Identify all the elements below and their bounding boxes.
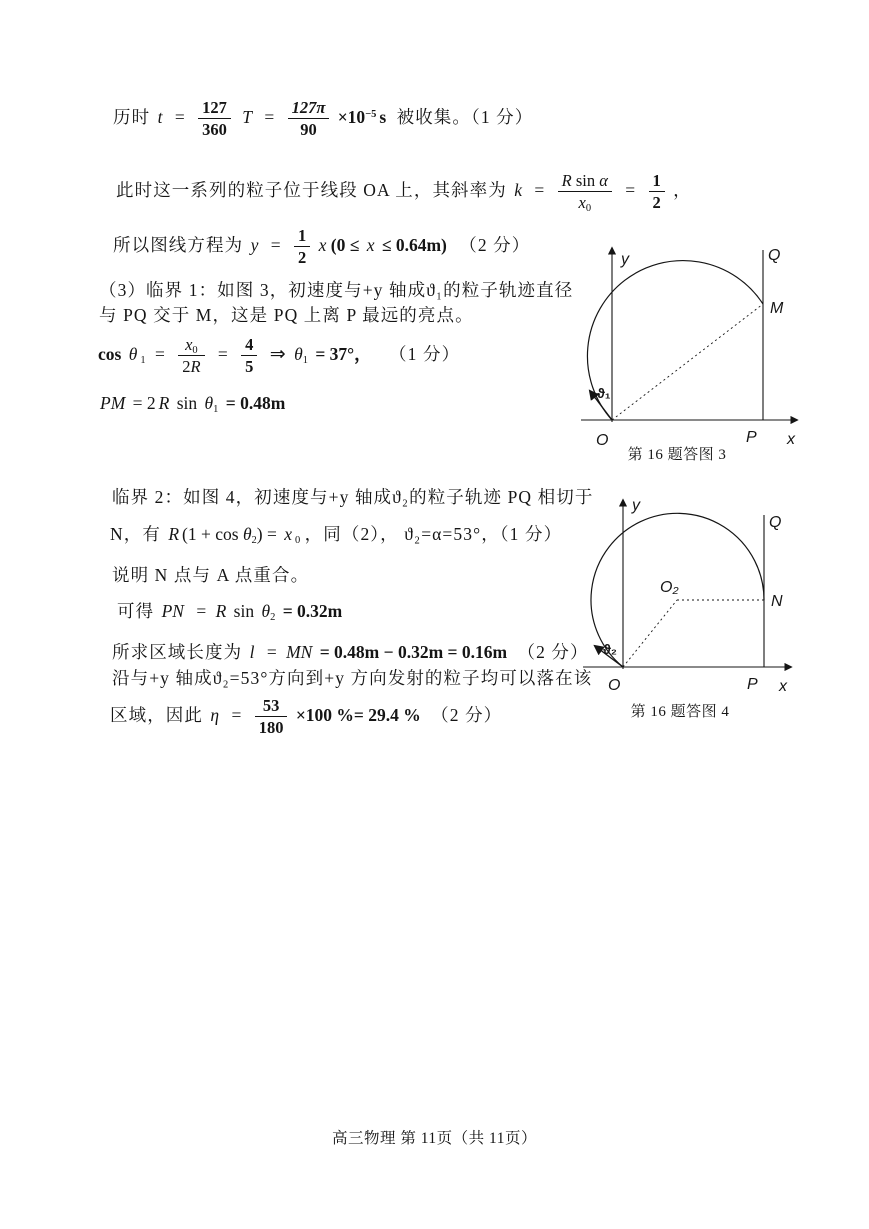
math-fn: cos	[98, 344, 122, 364]
figure3-caption: 第 16 题答图 3	[627, 447, 727, 463]
label-m: M	[770, 300, 784, 317]
math-fn: sin	[575, 171, 596, 191]
label-p: P	[746, 429, 757, 446]
math-text: (1 + cos	[182, 524, 239, 544]
diameter-dotted-line	[612, 304, 763, 420]
formula-eta	[110, 692, 502, 738]
zh-text: 可得	[117, 601, 155, 621]
label-p: P	[747, 676, 758, 693]
zh-text: 此时这一系列的粒子位于线段 OA 上，其斜率为	[116, 180, 507, 200]
math-eq: =	[196, 601, 207, 621]
math-text: = 0.48m	[225, 393, 286, 413]
math-var: x	[318, 235, 327, 255]
zh-text: （1 分）	[389, 344, 461, 364]
zh-text: 区域，因此	[110, 705, 203, 725]
math-var: θ	[128, 344, 138, 364]
zh-text: 所求区域长度为	[112, 642, 243, 662]
formula-cos-theta1	[98, 331, 460, 377]
frac-den: 90	[300, 120, 317, 140]
math-sub: 0	[585, 203, 592, 215]
math-text: ，	[673, 180, 691, 200]
math-var: l	[249, 642, 255, 662]
frac-den	[178, 356, 204, 376]
frac-den: 2	[297, 248, 307, 268]
zh-text: N，有	[110, 524, 161, 544]
radius-dotted-line	[623, 600, 677, 667]
math-sup: −5	[365, 109, 377, 120]
math-var: k	[514, 180, 523, 200]
label-theta2: ϑ₂	[603, 642, 617, 657]
math-var: PM	[100, 393, 126, 413]
math-frac	[558, 171, 612, 215]
math-sub: 1	[140, 355, 146, 366]
figure-3	[575, 238, 810, 468]
math-var: x	[366, 235, 375, 255]
frac-den: 5	[245, 357, 254, 377]
zh-text: 被收集。（1 分）	[396, 107, 534, 127]
para-line-equation	[113, 222, 530, 268]
zh-text: 所以图线方程为	[113, 235, 244, 255]
frac-den: 2	[652, 193, 661, 213]
math-var: y	[250, 235, 259, 255]
math-var: R	[190, 357, 201, 377]
para-region-length	[112, 641, 592, 663]
para-critical-1a: （3）临界 1：如图 3，初速度与+y 轴成ϑ₁的粒子轨迹直径	[99, 280, 574, 300]
zh-text: （2 分）	[517, 642, 589, 662]
math-var: θ	[242, 524, 252, 544]
math-sub: 0	[192, 345, 198, 357]
label-o: O	[608, 677, 621, 694]
math-text: ≤ 0.64m)	[381, 235, 447, 255]
math-var: t	[157, 107, 163, 127]
frac-num: 127	[198, 98, 231, 119]
label-o2: O₂	[660, 579, 679, 596]
math-sub: 1	[302, 355, 308, 366]
label-x-axis: x	[779, 678, 787, 695]
para-slope	[116, 167, 691, 213]
figure4-caption: 第 16 题答图 4	[630, 704, 730, 720]
math-text: ×100 %= 29.4 %	[295, 705, 421, 725]
label-q: Q	[769, 514, 782, 531]
label-q: Q	[768, 247, 781, 264]
math-text: = 37°，	[315, 344, 372, 364]
math-var: R	[561, 171, 572, 191]
math-var: α	[599, 171, 608, 191]
frac-num: 1	[649, 171, 665, 192]
math-frac	[255, 696, 288, 737]
math-eq: =	[231, 705, 242, 725]
math-eq: =	[154, 344, 165, 364]
math-var: MN	[286, 642, 313, 662]
math-sub: 2	[251, 535, 257, 546]
math-sub: 1	[213, 404, 219, 415]
math-eq: =	[625, 180, 636, 200]
math-text: = 2	[132, 393, 156, 413]
math-text: (0 ≤	[330, 235, 360, 255]
math-text: = 0.48m − 0.32m = 0.16m	[319, 642, 508, 662]
label-y-axis: y	[621, 251, 629, 268]
math-var: θ	[261, 601, 271, 621]
math-var: x	[284, 524, 293, 544]
label-n: N	[771, 593, 783, 610]
math-sub: 2	[270, 612, 276, 623]
para-critical-2a: 临界 2：如图 4，初速度与+y 轴成ϑ₂的粒子轨迹 PQ 相切于	[112, 487, 594, 507]
math-var: R	[168, 524, 180, 544]
para-critical-1b: 与 PQ 交于 M，这是 PQ 上离 P 最远的亮点。	[99, 305, 474, 325]
math-text: ) =	[256, 524, 277, 544]
frac-num	[178, 335, 204, 356]
math-text: = 0.32m	[282, 601, 343, 621]
formula-pm	[100, 392, 288, 414]
math-fn: sin	[233, 601, 255, 621]
page-footer: 高三物理 第 11页（共 11页）	[332, 1130, 537, 1147]
trajectory-arc	[587, 261, 763, 420]
frac-num: 4	[241, 335, 257, 356]
label-theta1: ϑ₁	[597, 386, 611, 401]
label-y-axis: y	[632, 497, 640, 514]
math-sub: 0	[295, 535, 301, 546]
math-frac	[649, 171, 665, 212]
math-text: s	[379, 107, 387, 127]
math-frac	[198, 98, 231, 139]
para-critical-2b	[110, 523, 562, 545]
math-num: 2	[182, 357, 191, 377]
math-eq: =	[270, 235, 281, 255]
math-frac	[241, 335, 257, 376]
zh-text: ，同（2）， ϑ₂=α=53°，（1 分）	[304, 524, 563, 544]
implies-arrow: ⇒	[269, 343, 286, 365]
formula-pn	[117, 600, 345, 622]
math-var: θ	[204, 393, 214, 413]
math-eq: =	[266, 642, 277, 662]
frac-num	[558, 171, 612, 192]
figure-4	[575, 490, 810, 725]
frac-num: 53	[255, 696, 288, 717]
math-frac	[178, 335, 204, 376]
math-eq: =	[174, 107, 185, 127]
frac-den	[558, 192, 612, 215]
para-time-collection	[113, 94, 536, 140]
para-note-n-a: 说明 N 点与 A 点重合。	[112, 565, 310, 585]
frac-den: 360	[202, 120, 227, 140]
math-var: R	[215, 601, 227, 621]
math-eq: =	[264, 107, 275, 127]
zh-text: （2 分）	[431, 705, 503, 725]
zh-text: （2 分）	[459, 235, 531, 255]
math-eq: =	[534, 180, 545, 200]
math-frac	[288, 98, 330, 139]
math-var: x	[578, 193, 586, 213]
math-eq: =	[217, 344, 228, 364]
math-var: θ	[294, 344, 303, 364]
math-frac	[294, 226, 310, 267]
math-var: T	[242, 107, 252, 127]
frac-num: 1	[294, 226, 310, 247]
frac-num: 127π	[288, 98, 330, 119]
math-fn: sin	[176, 393, 198, 413]
frac-den: 180	[258, 718, 284, 738]
label-x-axis: x	[787, 431, 795, 448]
math-var: x	[185, 335, 193, 355]
para-direction-range: 沿与+y 轴成ϑ₂=53°方向到+y 方向发射的粒子均可以落在该	[112, 668, 593, 688]
math-var: R	[158, 393, 170, 413]
math-var: η	[210, 705, 220, 725]
zh-text: 历时	[113, 107, 151, 127]
label-o: O	[596, 432, 609, 449]
math-text: ×10	[337, 107, 366, 127]
math-var: PN	[161, 601, 184, 621]
